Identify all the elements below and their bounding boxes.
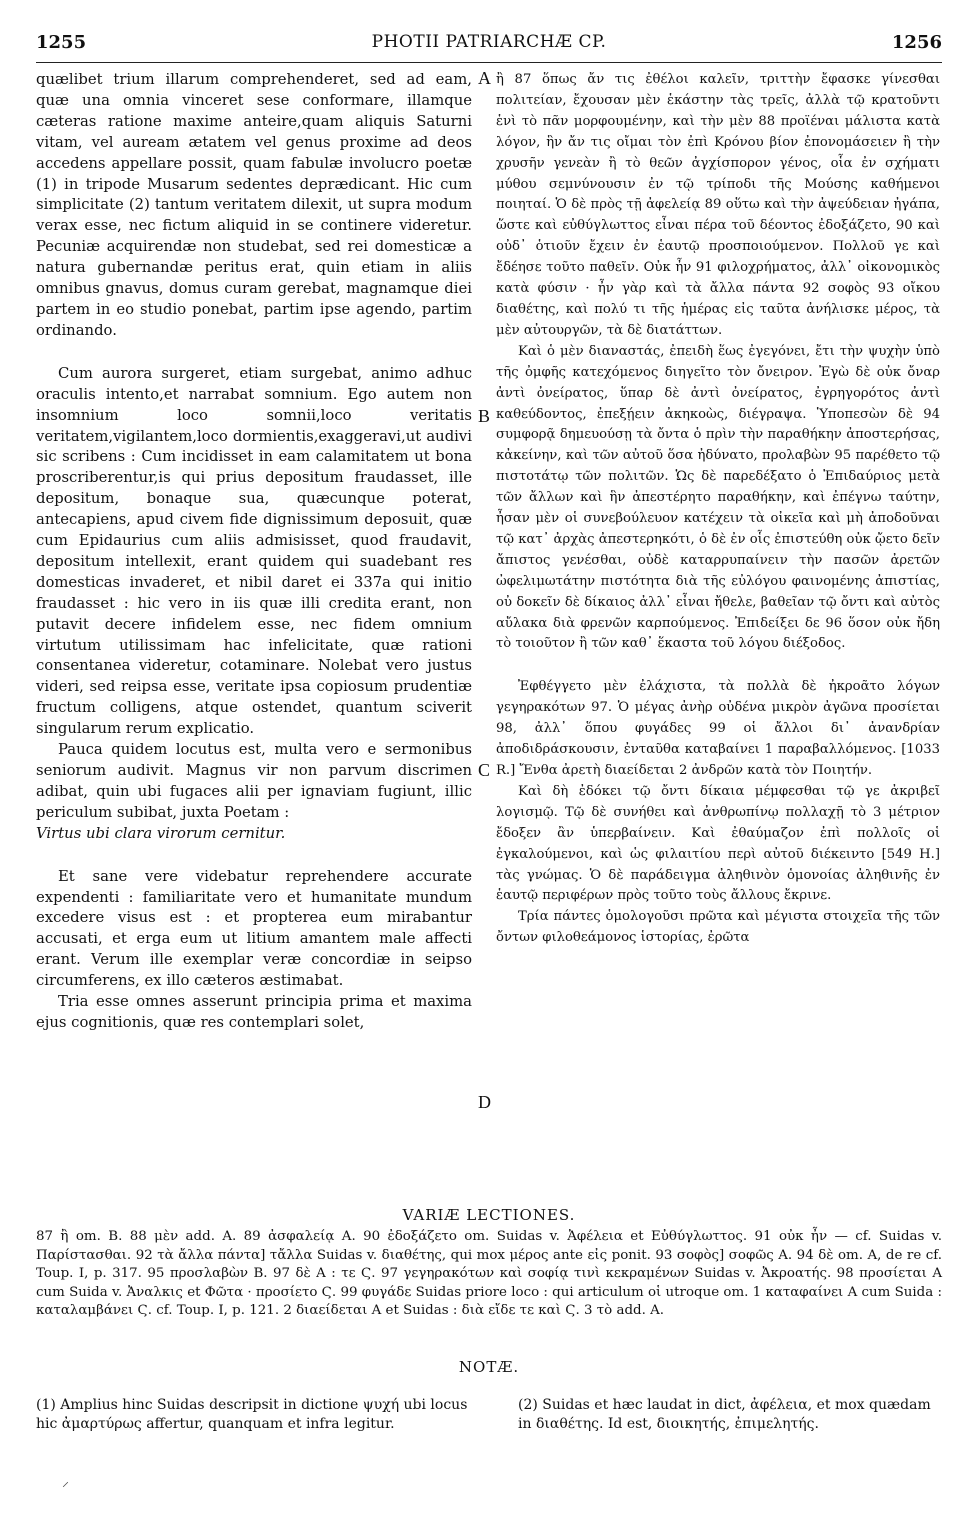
latin-column [36,70,472,1034]
running-title: PHOTII PATRIARCHÆ CP. [371,32,607,52]
marker-d: D [478,1092,491,1112]
right-page-number: 1256 [891,32,942,53]
greek-paragraph-4: Καὶ δὴ ἐδόκει τῷ ὄντι δίκαια μέμφεσθαι τῷ γε ἀκριβεῖ λογισμῷ. Τῷ δὲ συνήθει καὶ ἀνθρωπίνῳ πολλαχῇ τὸ 3 μέτριον ἔδοξεν ἂν ὑπερβαίνειν. Καὶ ἐθαύμαζον ἐπὶ πολλοῖς οἱ ἐγκαλούμενοι, καὶ ὡς φιλαιτίου περὶ αὐτοῦ διέκειντο [549 H.] τὰς γνώμας. Ὁ δὲ παράδειγμα ἀληθινὸν ὁμονοίας ἀληθινῆς ἐν ἑαυτῷ περιφέρων πρὸς τοῦτο τοὺς ἄλλους ἔκρινε. [496,783,940,904]
marker-c: C [478,760,491,780]
variae-lectiones [36,1228,942,1321]
latin-paragraph-5: Tria esse omnes asserunt principia prima et maxima ejus cognitionis, quæ res contemplari solet, [36,993,472,1031]
latin-paragraph-2: Cum aurora surgeret, etiam surgebat, animo adhuc oraculis intento,et narrabat somnium. Ego autem non insomnium loco somnii,loco veritatis veritatem,vigilantem,loco dormientis,exaggeravi,ut audivi sic scribens : Cum incidisset in eam calamitatem ut bona proscriberentur,is qui prius depositum fraudasset, ille depositum, bonaque sua, quæcunque poterat, antecapiens, apud civem fide dignissimum deposuit, quæ cum Epidaurius cum aliis admisisset, quod fraudavit, depositum intellexit, erant quidem qui suadebant res domesticas invaderet, et nibil daret ei 337a qui initio fraudasset : hic vero in iis quæ illi credita erant, non putavit decere infidelem esse, nec fidem omnium virtutum utilissimam hac infelicitate, quæ rationi consentanea videretur, cotaminare. Nolebat vero justus videri, sed reipsa esse, veritate ipsa copiosum prudentiæ fructum colligens, atque ostendet, quantum sciverit singularum rerum explicatio. [36,364,472,738]
marker-a: A [478,68,491,88]
stray-mark: ⸝ [62,1474,69,1490]
left-page-number: 1255 [36,32,87,53]
variae-title: VARIÆ LECTIONES. [402,1206,576,1224]
page-header [36,32,942,58]
note-1: (1) Amplius hinc Suidas descripsit in dictione ψυχή ubi locus hic ἀμαρτύρως affertur, quanquam et infra legitur. [36,1397,468,1432]
greek-paragraph-3: Ἐφθέγγετο μὲν ἐλάχιστα, τὰ πολλὰ δὲ ἠκροᾶτο λόγων γεγηρακότων 97. Ὁ μέγας ἀνὴρ οὐδένα μικρὸν ἀγῶνα προσίεται 98, ἀλλ᾽ ὅπου φυγάδες 99 οἱ ἄλλοι δι᾽ ἀνανδρίαν ἀποδιδράσκουσιν, ἐνταῦθα καταβαίνει 1 παραβαλλόμενος. [1033 R.] Ἔνθα ἀρετὴ διαείδεται 2 ἀνδρῶν κατὰ τὸν Ποιητήν. [496,679,940,778]
latin-paragraph-1: quælibet trium illarum comprehenderet, sed ad eam, quæ una omnia vinceret sese conformare, illamque cæteras ratione maxime anteire,quam aliquis Saturni vitam, vel auream ætatem vel genus proxime ad deos accedens appellare possit, quam fabulæ involucro poetæ (1) in tripode Musarum sedentes deprædicant. Hic cum simplicitate (2) tantum veritatem dilexit, ut supra modum verax esse, nec fictum aliquid in se continere videretur. Pecuniæ acquirendæ non studebat, sed rei domesticæ a natura gubernandæ peritus erat, quin etiam in aliis omnibus gnavus, domus curam gerebat, magnamque diei partem in eo studio ponebat, partim ipse agendo, partim ordinando. [36,71,472,339]
variae-text: 87 ἢ om. B. 88 μὲν add. A. 89 ἀσφαλείᾳ A. 90 ἐδοξάζετο om. Suidas v. Ἀφέλεια et Εὐθύγλωττος. 91 οὐκ ἦν — cf. Suidas v. Παρίστασθαι. 92 τὰ ἄλλα πάντα] τἄλλα Suidas v. διαθέτης, qui mox μέρος ante εἰς ponit. 93 σοφὸς] σοφῶς A. 94 δὲ om. A, de re cf. Toup. I, p. 317. 95 προσλαβὼν B. 97 δὲ A : τε Ϛ. 97 γεγηρακότων καὶ σοφίᾳ τινὶ κεκραμένων Suidas v. Ἀκροατής. 98 προσίεται A cum Suida v. Ἀναλκις et Φῶτα · προσίετο Ϛ. 99 φυγάδε Suidas priore loco : qui articulum οἱ utroque om. 1 καταφαίνει A cum Suida : καταλαμβάνει Ϛ. cf. Toup. I, p. 121. 2 διαείδεται A et Suidas : διὰ εἴδε τε καὶ Ϛ. 3 τὸ add. A. [36,1229,942,1319]
header-rule [36,62,942,63]
greek-paragraph-2: Καὶ ὁ μὲν διαναστάς, ἐπειδὴ ἕως ἐγεγόνει, ἔτι τὴν ψυχὴν ὑπὸ τῆς ὀμφῆς κατεχόμενος διηγεῖτο τὸν ὄνειρον. Ἐγὼ δὲ οὐκ ὄναρ ἀντὶ ὀνείρατος, ὕπαρ δὲ ἀντὶ ὀνείρατος, ἐγρηγορότος ἀντὶ καθεύδοντος, ἐπεξῄειν ἀκηκοὼς, διέγραψα. Ὑποπεσὼν δὲ 94 συμφορᾷ δημευούσῃ τὰ ὄντα ὁ πρὶν τὴν παραθήκην ἀποστερήσας, κἀκείνην, καὶ τῶν αὐτοῦ ὅσα ἠδύνατο, προλαβὼν 95 παρέθετο τῷ πιστοτάτῳ τῶν πολιτῶν. Ὡς δὲ παρεδέξατο ὁ Ἐπιδαύριος μετὰ τῶν ἄλλων καὶ ἣν ἀπεστέρητο παραθήκην, καὶ ἐπέγνω ταύτην, ἦσαν μὲν οἱ συνεβούλευον κατέχειν τὰ οἰκεῖα καὶ μὴ ἀποδοῦναι τῷ κατ᾽ ἀρχὰς ἀπεστερηκότι, ὁ δὲ ἐν οἷς ἐπιστεύθη οὐκ ᾤετο δεῖν ἄπιστος γενέσθαι, οὐδὲ καταρρυπαίνειν τὴν πασῶν ἀρετῶν ὠφελιμωτάτην πιστότητα διὰ τῆς εὐλόγου φαινομένης ἀπιστίας, οὐ δοκεῖν δὲ δίκαιος ἀλλ᾽ εἶναι ἤθελε, βαθεῖαν τῷ ὄντι καὶ αὐτὸς αὔλακα διὰ φρενῶν καρπούμενος. Ἐπιδείξει δε 96 ὅσον οὐκ ἤδη τὸ τοιοῦτον ἢ τῶν καθ᾽ ἕκαστα τοῦ λόγου διέξοδος. [496,343,940,652]
latin-verse: Virtus ubi clara virorum cernitur. [36,824,286,842]
greek-paragraph-5: Τρία πάντες ὁμολογοῦσι πρῶτα καὶ μέγιστα στοιχεῖα τῆς τῶν ὄντων φιλοθεάμονος ἱστορίας, ἐρῶτα [496,909,940,946]
latin-paragraph-3: Pauca quidem locutus est, multa vero e sermonibus seniorum audivit. Magnus vir non parvum discrimen adibat, quin ubi fugaces alii per ignaviam fugiunt, illic periculum subibat, juxta Poetam : [36,741,472,821]
greek-column [496,70,940,949]
note-2: (2) Suidas et hæc laudat in dict, ἀφέλεια, et mox quædam in διαθέτης. Id est, διοικητής, ἐπιμελητής. [518,1397,931,1432]
greek-paragraph-1: ἢ 87 ὅπως ἄν τις ἐθέλοι καλεῖν, τριττὴν ἔφασκε γίνεσθαι πολιτείαν, ἔχουσαν μὲν ἑκάστην τὰς τρεῖς, ἀλλὰ τῷ κρατοῦντι ἑνὶ τὸ πᾶν μορφουμένην, καὶ τὴν μὲν 88 προϊέναι μάλιστα κατὰ λόγον, ἣν ἄν τις οἴμαι τὸν ἐπὶ Κρόνου βίον ἐπονομάσειεν ἢ τὴν χρυσῆν γενεὰν ἢ τὸ θεῶν ἀγχίσπορον γένος, οἷα ἐν σχήματι μύθου σεμνύνουσιν ἐν τῷ τρίποδι τῆς Μούσης καθήμενοι ποιηταί. Ὁ δὲ πρὸς τῇ ἀφελείᾳ 89 οὕτω καὶ τὴν ἀψεύδειαν ἠγάπα, ὥστε καὶ εὐθύγλωττος εἶναι πέρα τοῦ δέοντος ἐδοξάζετο, 90 καὶ οὐδ᾽ ὁτιοῦν ἔχειν ἐν ἑαυτῷ προσποιούμενον. Πολλοῦ γε καὶ ἔδέησε τοῦτο παθεῖν. Οὐκ ἦν 91 φιλοχρήματος, ἀλλ᾽ οἰκονομικὸς κατὰ φύσιν · ἦν γὰρ καὶ τὰ ἄλλα πάντα 92 σοφὸς 93 οἴκου διαθέτης, καὶ πολύ τι τῆς ἡμέρας εἰς ταῦτα ἀνήλισκε μέρος, τὰ μὲν αὐτουργῶν, τὰ δὲ διατάττων. [496,72,940,338]
latin-paragraph-4: Et sane vere videbatur reprehendere accurate expendenti : familiaritate vero et humanitate mundum excedere visus est : et propterea eum mirabantur accusati, et erga eum ut litium amantem male affecti erant. Verum ille exemplar veræ concordiæ in seipso circumferens, ex illo cæteros æstimabat. [36,867,472,990]
notae-title: NOTÆ. [458,1358,520,1376]
marker-b: B [478,406,491,426]
